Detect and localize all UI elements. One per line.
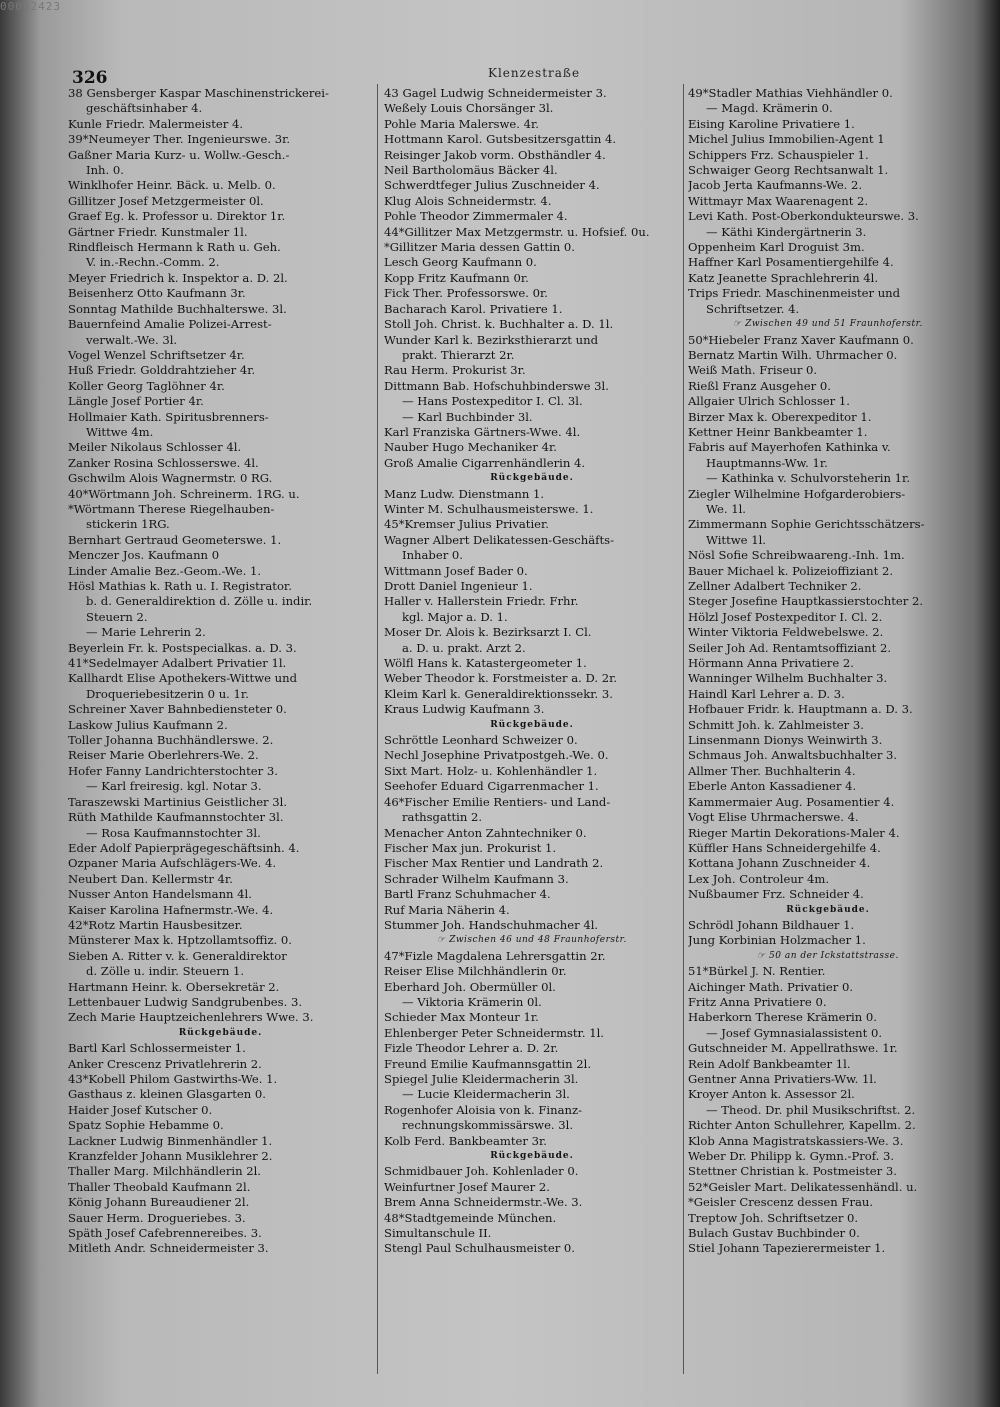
directory-entry: Eberhard Joh. Obermüller 0l. [384, 979, 556, 994]
directory-entry: rathsgattin 2. [402, 810, 483, 825]
directory-entry: Hörmann Anna Privatiere 2. [688, 656, 854, 671]
directory-entry: Schröttle Leonhard Schweizer 0. [384, 733, 578, 748]
directory-entry: Huß Friedr. Golddrahtzieher 4r. [68, 363, 256, 378]
directory-entry: Nußbaumer Frz. Schneider 4. [688, 887, 864, 902]
directory-entry: Stettner Christian k. Postmeister 3. [688, 1164, 897, 1179]
directory-entry: Rüth Mathilde Kaufmannstochter 3l. [68, 810, 284, 825]
directory-entry: — Karl Buchbinder 3l. [402, 409, 533, 424]
directory-entry: Brem Anna Schneidermstr.-We. 3. [384, 1195, 583, 1210]
directory-entry: Schrader Wilhelm Kaufmann 3. [384, 871, 569, 886]
directory-entry: Klob Anna Magistratskassiers-We. 3. [688, 1133, 904, 1148]
directory-entry: Haberkorn Therese Krämerin 0. [688, 1010, 877, 1025]
column-divider [683, 84, 684, 1374]
directory-entry: Zellner Adalbert Techniker 2. [688, 579, 862, 593]
directory-entry: Allmer Ther. Buchhalterin 4. [688, 763, 856, 778]
directory-entry: Bauernfeind Amalie Polizei-Arrest- [68, 317, 272, 332]
directory-entry: Manz Ludw. Dienstmann 1. [384, 486, 545, 501]
directory-entry: Hartmann Heinr. k. Obersekretär 2. [68, 979, 280, 994]
directory-entry: Reiser Marie Oberlehrers-We. 2. [68, 748, 259, 763]
directory-entry: Hösl Mathias k. Rath u. I. Registrator. [68, 579, 292, 593]
directory-entry: Hofbauer Fridr. k. Hauptmann a. D. 3. [688, 702, 913, 717]
directory-entry: Kranzfelder Johann Musiklehrer 2. [68, 1149, 273, 1164]
directory-entry: Allgaier Ulrich Schlosser 1. [688, 394, 850, 409]
directory-entry: Fischer Max Rentier und Landrath 2. [384, 856, 604, 871]
directory-entry: Nösl Sofie Schreibwaareng.-Inh. 1m. [688, 548, 905, 563]
directory-entry: Rieger Martin Dekorations-Maler 4. [688, 825, 900, 840]
directory-entry: Beisenherz Otto Kaufmann 3r. [68, 286, 246, 301]
directory-entry: Späth Josef Cafebrennereibes. 3. [68, 1226, 262, 1241]
directory-entry: Bauer Michael k. Polizeioffiziant 2. [688, 563, 894, 578]
page-number: 326 [72, 68, 108, 88]
directory-entry: — Käthi Kindergärtnerin 3. [706, 224, 867, 239]
directory-entry: Inhaber 0. [402, 548, 463, 563]
directory-entry: 52*Geisler Mart. Delikatessenhändl. u. [688, 1179, 918, 1194]
directory-entry: Pohle Maria Malerswe. 4r. [384, 116, 539, 131]
directory-entry: Bernatz Martin Wilh. Uhrmacher 0. [688, 347, 898, 362]
directory-entry: König Johann Bureaudiener 2l. [68, 1195, 250, 1210]
directory-entry: Rogenhofer Aloisia von k. Finanz- [384, 1102, 583, 1117]
scan-id: 00092423 [0, 0, 61, 13]
directory-entry: Jung Korbinian Holzmacher 1. [688, 933, 866, 948]
directory-entry: V. in.-Rechn.-Comm. 2. [86, 255, 220, 270]
directory-entry: Reiser Elise Milchhändlerin 0r. [384, 964, 567, 979]
directory-entry: Wittwe 1l. [706, 532, 766, 547]
directory-entry: Sieben A. Ritter v. k. Generaldirektor [68, 948, 287, 963]
directory-entry: Schwaiger Georg Rechtsanwalt 1. [688, 163, 889, 178]
directory-entry: Eising Karoline Privatiere 1. [688, 116, 855, 131]
directory-entry: Eberle Anton Kassadiener 4. [688, 779, 857, 794]
directory-entry: Richter Anton Schullehrer, Kapellm. 2. [688, 1118, 916, 1133]
directory-entry: Hollmaier Kath. Spiritusbrenners- [68, 409, 269, 424]
directory-entry: verwalt.-We. 3l. [86, 332, 178, 347]
directory-entry: Nusser Anton Handelsmann 4l. [68, 887, 252, 902]
directory-entry: Ziegler Wilhelmine Hofgarderobiers- [688, 486, 906, 501]
directory-entry: Hauptmanns-Ww. 1r. [706, 455, 828, 470]
directory-entry: Schreiner Xaver Bahnbediensteter 0. [68, 702, 287, 717]
directory-entry: 51*Bürkel J. N. Rentier. [688, 964, 826, 979]
directory-entry: Seehofer Eduard Cigarrenmacher 1. [384, 779, 599, 794]
directory-entry: Haider Josef Kutscher 0. [68, 1102, 213, 1117]
directory-entry: *Gillitzer Maria dessen Gattin 0. [384, 240, 575, 255]
directory-entry: Droqueriebesitzerin 0 u. 1r. [86, 686, 249, 701]
directory-entry: Aichinger Math. Privatier 0. [688, 979, 854, 994]
directory-entry: Sauer Herm. Drogueriebes. 3. [68, 1210, 246, 1225]
directory-entry: 40*Wörtmann Joh. Schreinerm. 1RG. u. [68, 486, 300, 501]
column-divider [377, 84, 378, 1374]
directory-entry: — Hans Postexpeditor I. Cl. 3l. [402, 394, 583, 409]
directory-entry: Karl Franziska Gärtners-Wwe. 4l. [384, 424, 581, 439]
directory-entry: Schriftsetzer. 4. [706, 301, 800, 316]
directory-entry: a. D. u. prakt. Arzt 2. [402, 640, 526, 655]
directory-entry: Reisinger Jakob vorm. Obsthändler 4. [384, 147, 606, 162]
directory-entry: Neubert Dan. Kellermstr 4r. [68, 871, 233, 886]
directory-column-left [68, 86, 373, 1257]
directory-entry: Vogt Elise Uhrmacherswe. 4. [688, 810, 859, 825]
directory-entry: Beyerlein Fr. k. Postspecialkas. a. D. 3. [68, 640, 297, 655]
directory-entry: d. Zölle u. indir. Steuern 1. [86, 964, 245, 979]
directory-entry: Nauber Hugo Mechaniker 4r. [384, 440, 557, 455]
directory-entry: Schippers Frz. Schauspieler 1. [688, 147, 869, 162]
directory-entry: — Magd. Krämerin 0. [706, 101, 833, 116]
directory-entry: Wölfl Hans k. Katastergeometer 1. [384, 656, 587, 671]
directory-entry: rechnungskommissärswe. 3l. [402, 1118, 574, 1133]
directory-entry: Gärtner Friedr. Kunstmaler 1l. [68, 224, 248, 239]
directory-entry: Toller Johanna Buchhändlerswe. 2. [68, 733, 274, 748]
directory-entry: Fritz Anna Privatiere 0. [688, 994, 827, 1009]
cross-reference-note: ☞ Zwischen 46 und 48 Fraunhoferstr. [437, 935, 627, 946]
directory-entry: Winklhofer Heinr. Bäck. u. Melb. 0. [68, 178, 276, 193]
directory-entry: Zimmermann Sophie Gerichtsschätzers- [688, 517, 925, 532]
directory-entry: Linder Amalie Bez.-Geom.-We. 1. [68, 563, 262, 578]
directory-entry: Weber Dr. Philipp k. Gymn.-Prof. 3. [688, 1149, 895, 1164]
directory-entry: Fabris auf Mayerhofen Kathinka v. [688, 440, 891, 455]
directory-entry: Kettner Heinr Bankbeamter 1. [688, 424, 868, 439]
directory-column-middle [384, 86, 680, 1257]
directory-entry: Schrödl Johann Bildhauer 1. [688, 917, 855, 932]
directory-entry: Menacher Anton Zahntechniker 0. [384, 825, 587, 840]
directory-entry: *Wörtmann Therese Riegelhauben- [68, 501, 275, 516]
directory-entry: — Rosa Kaufmannstochter 3l. [86, 825, 261, 840]
directory-entry: Steuern 2. [86, 609, 148, 624]
directory-entry: 50*Hiebeler Franz Xaver Kaufmann 0. [688, 332, 914, 347]
directory-entry: 43*Kobell Philom Gastwirths-We. 1. [68, 1072, 278, 1086]
directory-entry: Kunle Friedr. Malermeister 4. [68, 116, 244, 131]
directory-entry: Wanninger Wilhelm Buchhalter 3. [688, 671, 888, 686]
directory-entry: Gaßner Maria Kurz- u. Wollw.-Gesch.- [68, 147, 290, 162]
directory-entry: Lesch Georg Kaufmann 0. [384, 255, 537, 270]
directory-entry: Laskow Julius Kaufmann 2. [68, 717, 228, 732]
directory-entry: Kottana Johann Zuschneider 4. [688, 856, 871, 871]
directory-entry: Rein Adolf Bankbeamter 1l. [688, 1056, 851, 1071]
directory-entry: Haindl Karl Lehrer a. D. 3. [688, 686, 845, 701]
directory-entry: Bacharach Karol. Privatiere 1. [384, 301, 563, 316]
directory-entry: Bartl Franz Schuhmacher 4. [384, 887, 551, 902]
section-heading: Rückgebäude. [490, 473, 574, 484]
directory-entry: Spatz Sophie Hebamme 0. [68, 1118, 224, 1133]
directory-entry: stickerin 1RG. [86, 517, 170, 532]
directory-entry: Münsterer Max k. Hptzollamtsoffiz. 0. [68, 933, 292, 948]
directory-entry: Wittmayr Max Waarenagent 2. [688, 193, 869, 208]
directory-entry: Drott Daniel Ingenieur 1. [384, 579, 533, 593]
directory-entry: Lettenbauer Ludwig Sandgrubenbes. 3. [68, 994, 303, 1009]
directory-entry: We. 1l. [706, 501, 746, 516]
directory-entry: Küffler Hans Schneidergehilfe 4. [688, 840, 881, 855]
directory-entry: Rau Herm. Prokurist 3r. [384, 363, 526, 378]
directory-entry: Bartl Karl Schlossermeister 1. [68, 1041, 246, 1056]
directory-entry: Kroyer Anton k. Assessor 2l. [688, 1087, 855, 1102]
directory-entry: — Josef Gymnasialassistent 0. [706, 1025, 883, 1040]
directory-entry: Fizle Theodor Lehrer a. D. 2r. [384, 1041, 559, 1056]
directory-entry: 38 Gensberger Kaspar Maschinenstrickerei- [68, 86, 329, 100]
directory-entry: Steger Josefine Hauptkassierstochter 2. [688, 594, 924, 609]
directory-entry: *Geisler Crescenz dessen Frau. [688, 1195, 874, 1210]
directory-entry: Klug Alois Schneidermstr. 4. [384, 193, 552, 208]
directory-entry: Längle Josef Portier 4r. [68, 394, 204, 409]
directory-entry: Oppenheim Karl Droguist 3m. [688, 240, 865, 255]
directory-entry: Stoll Joh. Christ. k. Buchhalter a. D. 1l. [384, 317, 614, 332]
directory-entry: Thaller Marg. Milchhändlerin 2l. [68, 1164, 261, 1179]
directory-entry: Birzer Max k. Oberexpeditor 1. [688, 409, 872, 424]
directory-entry: Kaiser Karolina Hafnermstr.-We. 4. [68, 902, 274, 917]
directory-entry: Wittwe 4m. [86, 424, 154, 439]
directory-entry: Moser Dr. Alois k. Bezirksarzt I. Cl. [384, 625, 592, 640]
directory-entry: Lackner Ludwig Binmenhändler 1. [68, 1133, 273, 1148]
directory-entry: Weinfurtner Josef Maurer 2. [384, 1179, 550, 1194]
section-heading: Rückgebäude. [490, 1151, 574, 1162]
directory-entry: Gentner Anna Privatiers-Ww. 1l. [688, 1072, 877, 1086]
directory-entry: Groß Amalie Cigarrenhändlerin 4. [384, 455, 586, 470]
directory-entry: Kopp Fritz Kaufmann 0r. [384, 270, 529, 285]
directory-entry: — Lucie Kleidermacherin 3l. [402, 1087, 570, 1102]
directory-entry: 49*Stadler Mathias Viehhändler 0. [688, 86, 893, 100]
directory-entry: Wittmann Josef Bader 0. [384, 563, 528, 578]
directory-entry: Seiler Joh Ad. Rentamtsoffiziant 2. [688, 640, 892, 655]
directory-entry: Haller v. Hallerstein Friedr. Frhr. [384, 594, 579, 609]
directory-entry: Kolb Ferd. Bankbeamter 3r. [384, 1133, 547, 1148]
cross-reference-note: ☞ Zwischen 49 und 51 Fraunhoferstr. [733, 319, 923, 330]
directory-entry: Gillitzer Josef Metzgermeister 0l. [68, 193, 264, 208]
directory-entry: b. d. Generaldirektion d. Zölle u. indir. [86, 594, 313, 609]
directory-entry: Gutschneider M. Appellrathswe. 1r. [688, 1041, 898, 1056]
section-heading: Rückgebäude. [178, 1027, 263, 1038]
directory-entry: 41*Sedelmayer Adalbert Privatier 1l. [68, 656, 287, 671]
directory-entry: Stummer Joh. Handschuhmacher 4l. [384, 917, 599, 932]
directory-entry: Spiegel Julie Kleidermacherin 3l. [384, 1072, 579, 1086]
directory-entry: Neil Bartholomäus Bäcker 4l. [384, 163, 558, 178]
directory-entry: Wunder Karl k. Bezirksthierarzt und [384, 332, 599, 347]
directory-entry: Kallhardt Elise Apothekers-Wittwe und [68, 671, 298, 686]
directory-entry: kgl. Major a. D. 1. [402, 609, 508, 624]
directory-entry: — Kathinka v. Schulvorsteherin 1r. [706, 471, 910, 486]
directory-entry: Simultanschule II. [384, 1226, 492, 1241]
directory-entry: 39*Neumeyer Ther. Ingenieurswe. 3r. [68, 132, 291, 147]
directory-entry: Graef Eg. k. Professor u. Direktor 1r. [68, 209, 286, 224]
directory-entry: geschäftsinhaber 4. [86, 101, 203, 116]
directory-entry: Gasthaus z. kleinen Glasgarten 0. [68, 1087, 266, 1102]
section-heading: Rückgebäude. [490, 719, 574, 730]
directory-entry: Schmitt Joh. k. Zahlmeister 3. [688, 717, 864, 732]
directory-entry: 45*Kremser Julius Privatier. [384, 517, 549, 532]
directory-entry: — Viktoria Krämerin 0l. [402, 994, 542, 1009]
directory-entry: Weiß Math. Friseur 0. [688, 363, 818, 378]
directory-entry: Fick Ther. Professorswe. 0r. [384, 286, 548, 301]
directory-entry: Fischer Max jun. Prokurist 1. [384, 840, 557, 855]
directory-column-right [688, 86, 968, 1257]
directory-entry: — Karl freiresig. kgl. Notar 3. [86, 779, 262, 794]
directory-entry: Nechl Josephine Privatpostgeh.-We. 0. [384, 748, 609, 763]
directory-entry: Katz Jeanette Sprachlehrerin 4l. [688, 270, 879, 285]
directory-entry: Levi Kath. Post-Oberkondukteurswe. 3. [688, 209, 919, 224]
directory-entry: Vogel Wenzel Schriftsetzer 4r. [68, 347, 245, 362]
directory-entry: Anker Crescenz Privatlehrerin 2. [68, 1056, 262, 1071]
directory-entry: Gschwilm Alois Wagnermstr. 0 RG. [68, 471, 273, 486]
directory-entry: 42*Rotz Martin Hausbesitzer. [68, 917, 243, 932]
directory-entry: Stengl Paul Schulhausmeister 0. [384, 1241, 575, 1256]
directory-entry: Meyer Friedrich k. Inspektor a. D. 2l. [68, 270, 288, 285]
directory-entry: 47*Fizle Magdalena Lehrersgattin 2r. [384, 948, 606, 963]
directory-entry: Winter M. Schulhausmeisterswe. 1. [384, 501, 594, 516]
directory-entry: Michel Julius Immobilien-Agent 1 [688, 132, 885, 147]
directory-entry: Ruf Maria Näherin 4. [384, 902, 510, 917]
directory-entry: Meiler Nikolaus Schlosser 4l. [68, 440, 242, 455]
directory-entry: — Theod. Dr. phil Musikschriftst. 2. [706, 1102, 916, 1117]
directory-entry: Bernhart Gertraud Geometerswe. 1. [68, 532, 282, 547]
cross-reference-note: ☞ 50 an der Ickstattstrasse. [757, 950, 899, 961]
directory-entry: Lex Joh. Controleur 4m. [688, 871, 830, 886]
directory-entry: Wagner Albert Delikatessen-Geschäfts- [384, 532, 614, 547]
directory-entry: 44*Gillitzer Max Metzgermstr. u. Hofsief. 0u. [384, 224, 650, 239]
directory-entry: Kleim Karl k. Generaldirektionssekr. 3. [384, 686, 613, 701]
directory-entry: Winter Viktoria Feldwebelswe. 2. [688, 625, 884, 640]
directory-entry: Menczer Jos. Kaufmann 0 [68, 548, 220, 563]
directory-entry: Taraszewski Martinius Geistlicher 3l. [68, 794, 288, 809]
directory-entry: Jacob Jerta Kaufmanns-We. 2. [688, 178, 863, 193]
directory-entry: Schieder Max Monteur 1r. [384, 1010, 539, 1025]
directory-entry: Freund Emilie Kaufmannsgattin 2l. [384, 1056, 592, 1071]
directory-entry: Schmidbauer Joh. Kohlenlader 0. [384, 1164, 579, 1179]
directory-entry: Rießl Franz Ausgeher 0. [688, 378, 831, 393]
directory-entry: Linsenmann Dionys Weinwirth 3. [688, 733, 883, 748]
directory-entry: Weber Theodor k. Forstmeister a. D. 2r. [384, 671, 618, 686]
directory-entry: Zanker Rosina Schlosserswe. 4l. [68, 455, 259, 470]
directory-entry: — Marie Lehrerin 2. [86, 625, 206, 640]
directory-entry: Bulach Gustav Buchbinder 0. [688, 1226, 860, 1241]
directory-entry: Inh. 0. [86, 163, 124, 178]
directory-entry: Sixt Mart. Holz- u. Kohlenhändler 1. [384, 763, 598, 778]
directory-entry: Sonntag Mathilde Buchhalterswe. 3l. [68, 301, 287, 316]
directory-entry: Pohle Theodor Zimmermaler 4. [384, 209, 568, 224]
directory-entry: Kammermaier Aug. Posamentier 4. [688, 794, 895, 809]
directory-entry: Dittmann Bab. Hofschuhbinderswe 3l. [384, 378, 609, 393]
directory-entry: Schmaus Joh. Anwaltsbuchhalter 3. [688, 748, 898, 763]
directory-entry: Hölzl Josef Postexpeditor I. Cl. 2. [688, 609, 883, 624]
directory-entry: Trips Friedr. Maschinenmeister und [688, 286, 901, 301]
directory-entry: 48*Stadtgemeinde München. [384, 1210, 557, 1225]
directory-entry: 46*Fischer Emilie Rentiers- und Land- [384, 794, 611, 809]
directory-entry: Ehlenberger Peter Schneidermstr. 1l. [384, 1025, 604, 1040]
directory-entry: Schwerdtfeger Julius Zuschneider 4. [384, 178, 600, 193]
directory-entry: Rindfleisch Hermann k Rath u. Geh. [68, 240, 281, 255]
section-heading: Rückgebäude. [786, 904, 870, 915]
directory-entry: 43 Gagel Ludwig Schneidermeister 3. [384, 86, 607, 100]
directory-entry: Thaller Theobald Kaufmann 2l. [68, 1179, 251, 1194]
directory-entry: Mitleth Andr. Schneidermeister 3. [68, 1241, 269, 1256]
directory-entry: Kraus Ludwig Kaufmann 3. [384, 702, 545, 717]
directory-entry: Weßely Louis Chorsänger 3l. [384, 101, 554, 116]
running-title: Klenzestraße [488, 66, 581, 80]
directory-entry: Hottmann Karol. Gutsbesitzersgattin 4. [384, 132, 617, 147]
directory-entry: Stiel Johann Tapezierermeister 1. [688, 1241, 886, 1256]
directory-entry: Ozpaner Maria Aufschlägers-We. 4. [68, 856, 277, 871]
directory-entry: Haffner Karl Posamentiergehilfe 4. [688, 255, 894, 270]
directory-entry: Koller Georg Taglöhner 4r. [68, 378, 225, 393]
directory-entry: Treptow Joh. Schriftsetzer 0. [688, 1210, 859, 1225]
directory-entry: Hofer Fanny Landrichterstochter 3. [68, 763, 278, 778]
directory-entry: Eder Adolf Papierprägegeschäftsinh. 4. [68, 840, 300, 855]
directory-entry: prakt. Thierarzt 2r. [402, 347, 515, 362]
directory-entry: Zech Marie Hauptzeichenlehrers Wwe. 3. [68, 1010, 314, 1025]
